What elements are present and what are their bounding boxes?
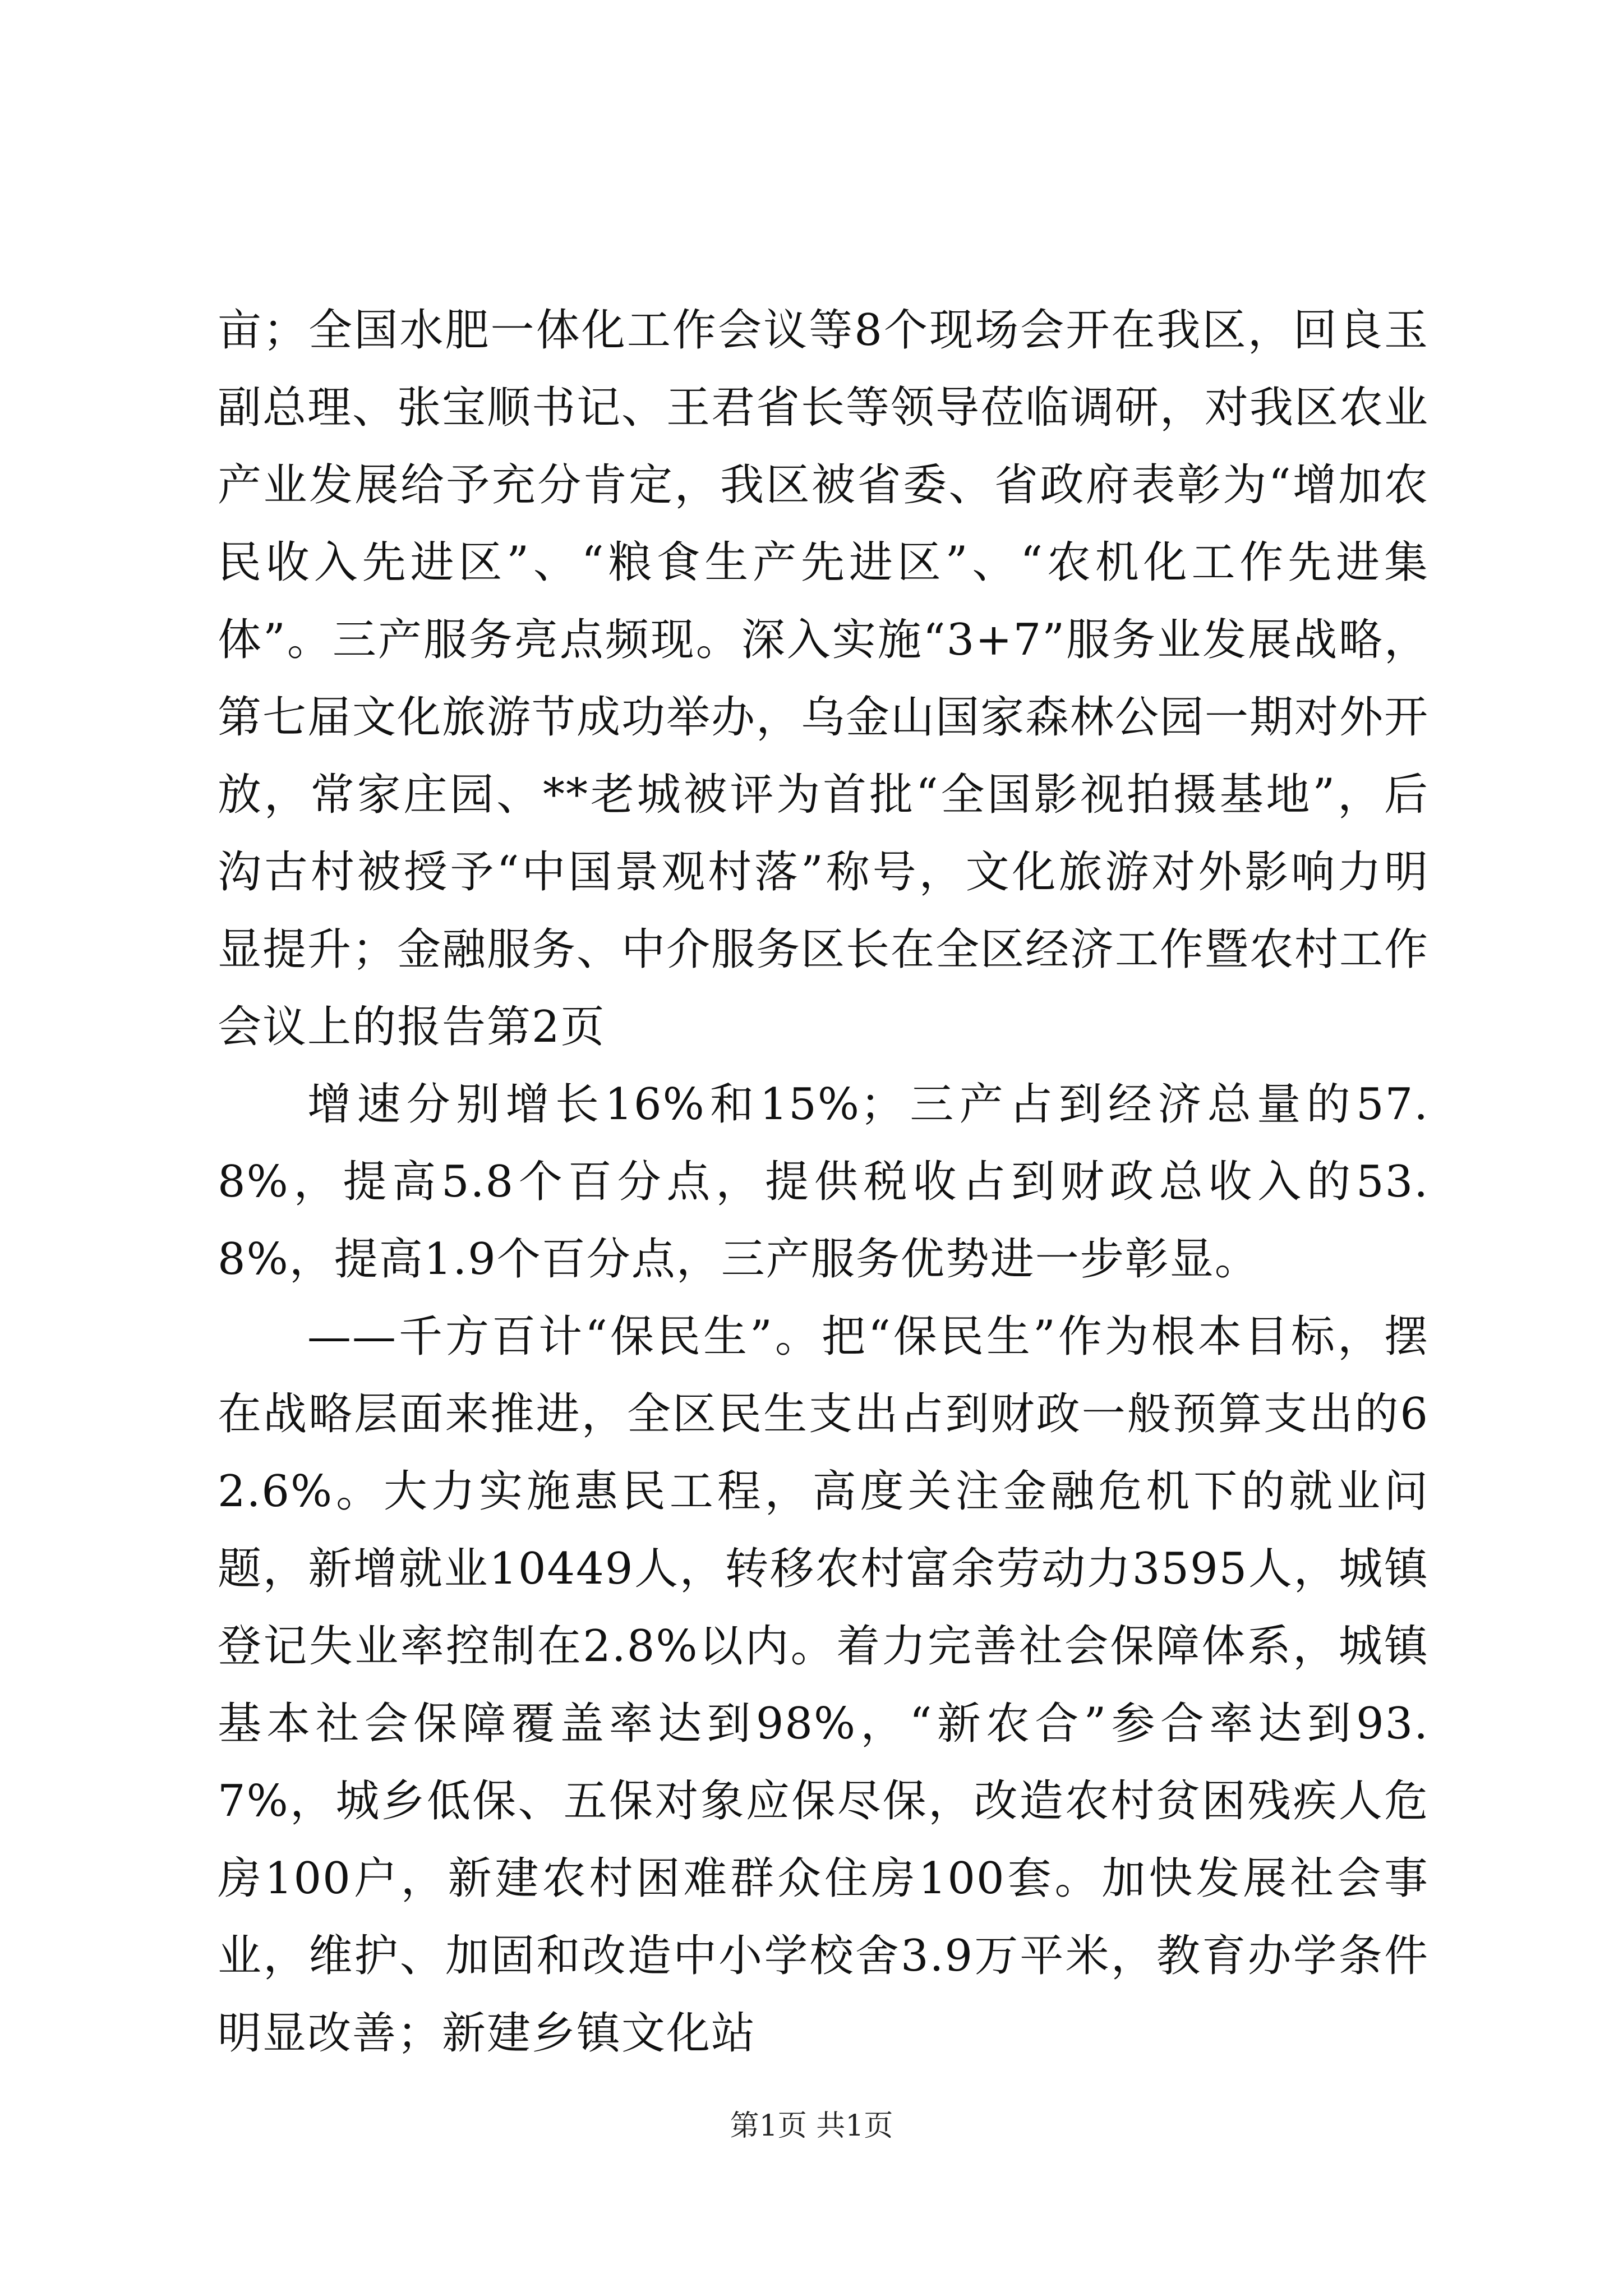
paragraph-3: ——千方百计“保民生”。把“保民生”作为根本目标，摆在战略层面来推进，全区民生支出占到财政一般预算支出的62.6%。大力实施惠民工程，高度关注金融危机下的就业问题，新增就业10449人，转移农村富余劳动力3595人，城镇登记失业率控制在2.8%以内。着力完善社会保障体系，城镇基本社会保障覆盖率达到98%，“新农合”参合率达到93.7%，城乡低保、五保对象应保尽保，改造农村贫困残疾人危房100户，新建农村困难群众住房100套。加快发展社会事业，维护、加固和改造中小学校舍3.9万平米，教育办学条件明显改善；新建乡镇文化站 (218, 1312, 1429, 2059)
document-body (218, 292, 1429, 2072)
paragraph-1: 亩；全国水肥一体化工作会议等8个现场会开在我区，回良玉副总理、张宝顺书记、王君省长等领导莅临调研，对我区农业产业发展给予充分肯定，我区被省委、省政府表彰为“增加农民收入先进区”、“粮食生产先进区”、“农机化工作先进集体”。三产服务亮点频现。深入实施“3+7”服务业发展战略，第七届文化旅游节成功举办，乌金山国家森林公园一期对外开放，常家庄园、**老城被评为首批“全国影视拍摄基地”，后沟古村被授予“中国景观村落”称号，文化旅游对外影响力明显提升；金融服务、中介服务区长在全区经济工作暨农村工作会议上的报告第2页 (218, 305, 1430, 1052)
page-footer: 第1页 共1页 (730, 2109, 893, 2143)
paragraph-2: 增速分别增长16%和15%；三产占到经济总量的57.8%，提高5.8个百分点，提供税收占到财政总收入的53.8%，提高1.9个百分点，三产服务优势进一步彰显。 (218, 1079, 1429, 1285)
